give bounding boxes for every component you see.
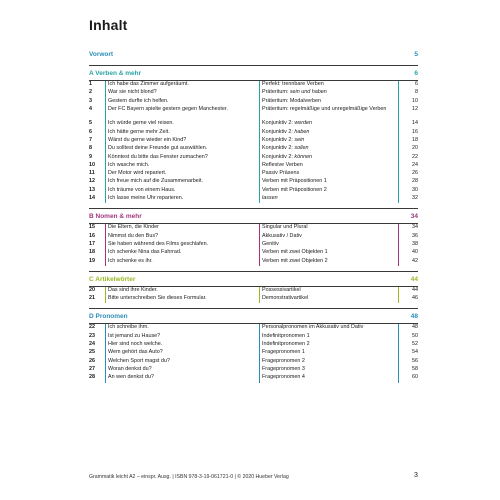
- toc-row[interactable]: [89, 258, 418, 266]
- chapter-title: Ich freue mich auf die Zusammenarbeit.: [105, 178, 255, 186]
- chapter-page: 12: [412, 105, 418, 112]
- chapter-number: 17: [89, 240, 95, 247]
- footer-imprint: Grammatik leicht A2 – einspr. Ausg. | ISBN 978-3-19-061721-0 | © 2020 Hueber Verlag: [89, 474, 289, 480]
- grammar-topic: Präteritum: sein und haben: [259, 89, 399, 97]
- chapter-number: 18: [89, 249, 95, 256]
- toc-row[interactable]: [89, 162, 418, 170]
- grammar-topic: Fragepronomen 1: [259, 349, 399, 357]
- chapter-title: Wärst du gerne wieder ein Kind?: [105, 137, 255, 145]
- page-divider: [398, 137, 399, 145]
- chapter-page: 44: [412, 286, 418, 293]
- chapter-title: Ich hätte gerne mehr Zeit.: [105, 129, 255, 137]
- page-title: Inhalt: [89, 17, 128, 33]
- chapter-title: Ich lasse meine Uhr reparieren.: [105, 195, 255, 203]
- grammar-topic: Genitiv: [259, 241, 399, 249]
- toc-row[interactable]: [89, 241, 418, 249]
- chapter-number: 12: [89, 178, 95, 185]
- chapter-number: 3: [89, 97, 92, 104]
- chapter-number: 24: [89, 341, 95, 348]
- page-number: 3: [414, 472, 418, 479]
- grammar-topic-emphasis: sein: [294, 136, 305, 143]
- page-divider: [398, 89, 399, 97]
- chapter-page: 60: [412, 374, 418, 381]
- grammar-topic-emphasis: sollen: [294, 145, 309, 152]
- section-page: 34: [410, 213, 418, 221]
- page-divider: [398, 129, 399, 137]
- section-page: 5: [414, 51, 418, 58]
- chapter-title: Ist jemand zu Hause?: [105, 333, 255, 341]
- chapter-page: 16: [412, 128, 418, 135]
- grammar-topic-emphasis: haben: [294, 128, 310, 135]
- chapter-title: Der Motor wird repariert.: [105, 170, 255, 178]
- chapter-page: 48: [412, 324, 418, 331]
- chapter-title: Ich würde gerne viel reisen.: [105, 120, 255, 128]
- toc-section: [89, 308, 418, 382]
- toc-row[interactable]: [89, 341, 418, 349]
- toc-row[interactable]: [89, 333, 418, 341]
- toc-row[interactable]: [89, 195, 418, 203]
- chapter-number: 26: [89, 357, 95, 364]
- chapter-number: 2: [89, 89, 92, 96]
- grammar-topic: Fragepronomen 4: [259, 374, 399, 382]
- page-divider: [398, 145, 399, 153]
- toc-row[interactable]: [89, 129, 418, 137]
- chapter-page: 26: [412, 170, 418, 177]
- toc-row[interactable]: [89, 358, 418, 366]
- grammar-topic: Indefinitpronomen 2: [259, 341, 399, 349]
- chapter-page: 6: [415, 81, 418, 87]
- chapter-page: 38: [412, 240, 418, 247]
- chapter-title: Der FC Bayern spielte gestern gegen Manchester.: [105, 106, 255, 121]
- toc-row[interactable]: [89, 374, 418, 382]
- page-divider: [398, 374, 399, 382]
- chapter-number: 19: [89, 257, 95, 264]
- chapter-number: 7: [89, 136, 92, 143]
- page-divider: [398, 187, 399, 195]
- toc-row[interactable]: [89, 81, 418, 89]
- chapter-title: Sie haben während des Films geschlafen.: [105, 241, 255, 249]
- grammar-topic: Akkusativ / Dativ: [259, 233, 399, 241]
- page-divider: [398, 366, 399, 374]
- page-divider: [398, 178, 399, 186]
- chapter-number: 8: [89, 145, 92, 152]
- page-divider: [398, 162, 399, 170]
- chapter-number: 14: [89, 195, 95, 202]
- toc-row[interactable]: [89, 154, 418, 162]
- grammar-topic-emphasis: können: [294, 153, 313, 160]
- chapter-number: 10: [89, 161, 95, 168]
- grammar-topic: Verben mit zwei Objekten 1: [259, 249, 399, 257]
- section-page: 44: [410, 275, 418, 283]
- page-divider: [398, 249, 399, 257]
- toc-row[interactable]: [89, 224, 418, 232]
- page-divider: [398, 241, 399, 249]
- page-divider: [398, 358, 399, 366]
- chapter-number: 21: [89, 295, 95, 302]
- toc-row[interactable]: [89, 349, 418, 357]
- toc-section-heading[interactable]: [89, 65, 418, 80]
- chapter-title: Welchen Sport magst du?: [105, 358, 255, 366]
- grammar-topic: Konjunktiv 2: haben: [259, 129, 399, 137]
- chapter-number: 6: [89, 128, 92, 135]
- chapter-title: Ich schenke Nina das Fahrrad.: [105, 249, 255, 257]
- toc-row[interactable]: [89, 137, 418, 145]
- chapter-number: 27: [89, 365, 95, 372]
- chapter-number: 13: [89, 186, 95, 193]
- page-divider: [398, 98, 399, 106]
- page-divider: [398, 195, 399, 203]
- section-page: 6: [414, 70, 418, 77]
- chapter-number: 9: [89, 153, 92, 160]
- chapter-number: 20: [89, 286, 95, 293]
- grammar-topic: Indefinitpronomen 1: [259, 333, 399, 341]
- chapter-number: 15: [89, 224, 95, 231]
- chapter-page: 24: [412, 161, 418, 168]
- chapter-title: Woran denkst du?: [105, 366, 255, 374]
- toc-section-heading[interactable]: [89, 308, 418, 323]
- chapter-title: Hier sind noch welche.: [105, 341, 255, 349]
- grammar-topic: Konjunktiv 2: sollen: [259, 145, 399, 153]
- chapter-page: 58: [412, 365, 418, 372]
- toc-section: [89, 208, 418, 265]
- chapter-page: 46: [412, 295, 418, 302]
- grammar-topic: Singular und Plural: [259, 224, 399, 232]
- toc-section-heading[interactable]: [89, 47, 418, 62]
- chapter-number: 23: [89, 332, 95, 339]
- chapter-number: 11: [89, 170, 95, 177]
- page-divider: [398, 106, 399, 121]
- grammar-topic-emphasis: werden: [294, 120, 313, 127]
- page-divider: [398, 224, 399, 232]
- chapter-title: Die Eltern, die Kinder: [105, 224, 255, 232]
- chapter-title: Du solltest deine Freunde gut auswählen.: [105, 145, 255, 153]
- grammar-topic-emphasis: lassen: [262, 195, 278, 202]
- page-divider: [398, 170, 399, 178]
- chapter-number: 16: [89, 232, 95, 239]
- chapter-title: Ich schreibe ihm.: [105, 324, 255, 332]
- section-label: C Artikelwörter: [89, 275, 136, 283]
- toc-row[interactable]: [89, 324, 418, 332]
- chapter-title: Bitte unterschreiben Sie dieses Formular.: [105, 295, 255, 303]
- chapter-page: 56: [412, 357, 418, 364]
- page-divider: [398, 81, 399, 89]
- chapter-number: 4: [89, 105, 92, 112]
- grammar-topic: Demonstrativartikel: [259, 295, 399, 303]
- grammar-topic: Perfekt: trennbare Verben: [259, 81, 399, 89]
- toc-row[interactable]: [89, 106, 418, 121]
- section-page: 48: [410, 313, 418, 321]
- chapter-page: 30: [412, 186, 418, 193]
- page-divider: [398, 120, 399, 128]
- chapter-page: 42: [412, 257, 418, 264]
- chapter-title: Ich habe das Zimmer aufgeräumt.: [105, 81, 255, 89]
- grammar-topic: Verben mit Präpositionen 2: [259, 187, 399, 195]
- chapter-page: 34: [412, 224, 418, 231]
- chapter-page: 22: [412, 153, 418, 160]
- grammar-topic: Possessivartikel: [259, 287, 399, 295]
- grammar-topic: Fragepronomen 2: [259, 358, 399, 366]
- grammar-topic: Konjunktiv 2: sein: [259, 137, 399, 145]
- grammar-topic: [259, 195, 399, 203]
- chapter-page: 10: [412, 97, 418, 104]
- section-label: A Verben & mehr: [89, 70, 142, 77]
- chapter-title: Nimmst du den Bus?: [105, 233, 255, 241]
- toc-section: [89, 65, 418, 203]
- section-label: Vorwort: [89, 51, 114, 58]
- grammar-topic: Präteritum: regelmäßige und unregelmäßige Verben: [259, 106, 399, 121]
- toc-row[interactable]: [89, 178, 418, 186]
- toc-row[interactable]: [89, 295, 418, 303]
- grammar-topic: Passiv Präsens: [259, 170, 399, 178]
- toc-row[interactable]: [89, 233, 418, 241]
- chapter-page: 32: [412, 195, 418, 202]
- toc-row[interactable]: [89, 366, 418, 374]
- grammar-topic: Konjunktiv 2: können: [259, 154, 399, 162]
- section-label: B Nomen & mehr: [89, 213, 142, 221]
- toc-row[interactable]: [89, 145, 418, 153]
- page-divider: [398, 233, 399, 241]
- chapter-page: 14: [412, 120, 418, 127]
- chapter-title: An wen denkst du?: [105, 374, 255, 382]
- toc-section: [89, 47, 418, 62]
- chapter-number: 22: [89, 324, 95, 331]
- grammar-topic: Verben mit zwei Objekten 2: [259, 258, 399, 266]
- chapter-title: Ich schenke es ihr.: [105, 258, 255, 266]
- page-divider: [398, 154, 399, 162]
- chapter-page: 54: [412, 349, 418, 356]
- page-divider: [398, 333, 399, 341]
- toc-row[interactable]: [89, 170, 418, 178]
- grammar-topic: Personalpronomen im Akkusativ und Dativ: [259, 324, 399, 332]
- chapter-number: 28: [89, 374, 95, 381]
- chapter-title: Ich wasche mich.: [105, 162, 255, 170]
- page-divider: [398, 341, 399, 349]
- chapter-page: 20: [412, 145, 418, 152]
- chapter-page: 40: [412, 249, 418, 256]
- chapter-title: Gestern durfte ich helfen.: [105, 98, 255, 106]
- grammar-topic: Konjunktiv 2: werden: [259, 120, 399, 128]
- chapter-title: Wem gehört das Auto?: [105, 349, 255, 357]
- toc-section-heading[interactable]: [89, 271, 418, 286]
- page-divider: [398, 258, 399, 266]
- grammar-topic: Präteritum: Modalverben: [259, 98, 399, 106]
- grammar-topic: Reflexive Verben: [259, 162, 399, 170]
- chapter-page: 8: [415, 89, 418, 96]
- toc-row[interactable]: [89, 120, 418, 128]
- toc-row[interactable]: [89, 249, 418, 257]
- page-divider: [398, 287, 399, 295]
- chapter-page: 52: [412, 341, 418, 348]
- chapter-number: 5: [89, 120, 92, 127]
- toc-row[interactable]: [89, 187, 418, 195]
- chapter-number: 1: [89, 81, 92, 87]
- chapter-title: War sie nicht blond?: [105, 89, 255, 97]
- chapter-page: 50: [412, 332, 418, 339]
- page-divider: [398, 295, 399, 303]
- toc-section-heading[interactable]: [89, 208, 418, 223]
- table-of-contents: [89, 47, 418, 386]
- grammar-topic: Fragepronomen 3: [259, 366, 399, 374]
- chapter-number: 25: [89, 349, 95, 356]
- page-divider: [398, 324, 399, 332]
- toc-row[interactable]: [89, 287, 418, 295]
- section-label: D Pronomen: [89, 313, 128, 321]
- toc-section: [89, 271, 418, 304]
- grammar-topic: Verben mit Präpositionen 1: [259, 178, 399, 186]
- chapter-page: 28: [412, 178, 418, 185]
- chapter-page: 36: [412, 232, 418, 239]
- page-divider: [398, 349, 399, 357]
- grammar-topic-emphasis: sein und haben: [289, 89, 327, 96]
- chapter-title: Das sind ihre Kinder.: [105, 287, 255, 295]
- chapter-title: Ich träume von einem Haus.: [105, 187, 255, 195]
- toc-row[interactable]: [89, 98, 418, 106]
- chapter-page: 18: [412, 136, 418, 143]
- chapter-title: Könntest du bitte das Fenster zumachen?: [105, 154, 255, 162]
- toc-row[interactable]: [89, 89, 418, 97]
